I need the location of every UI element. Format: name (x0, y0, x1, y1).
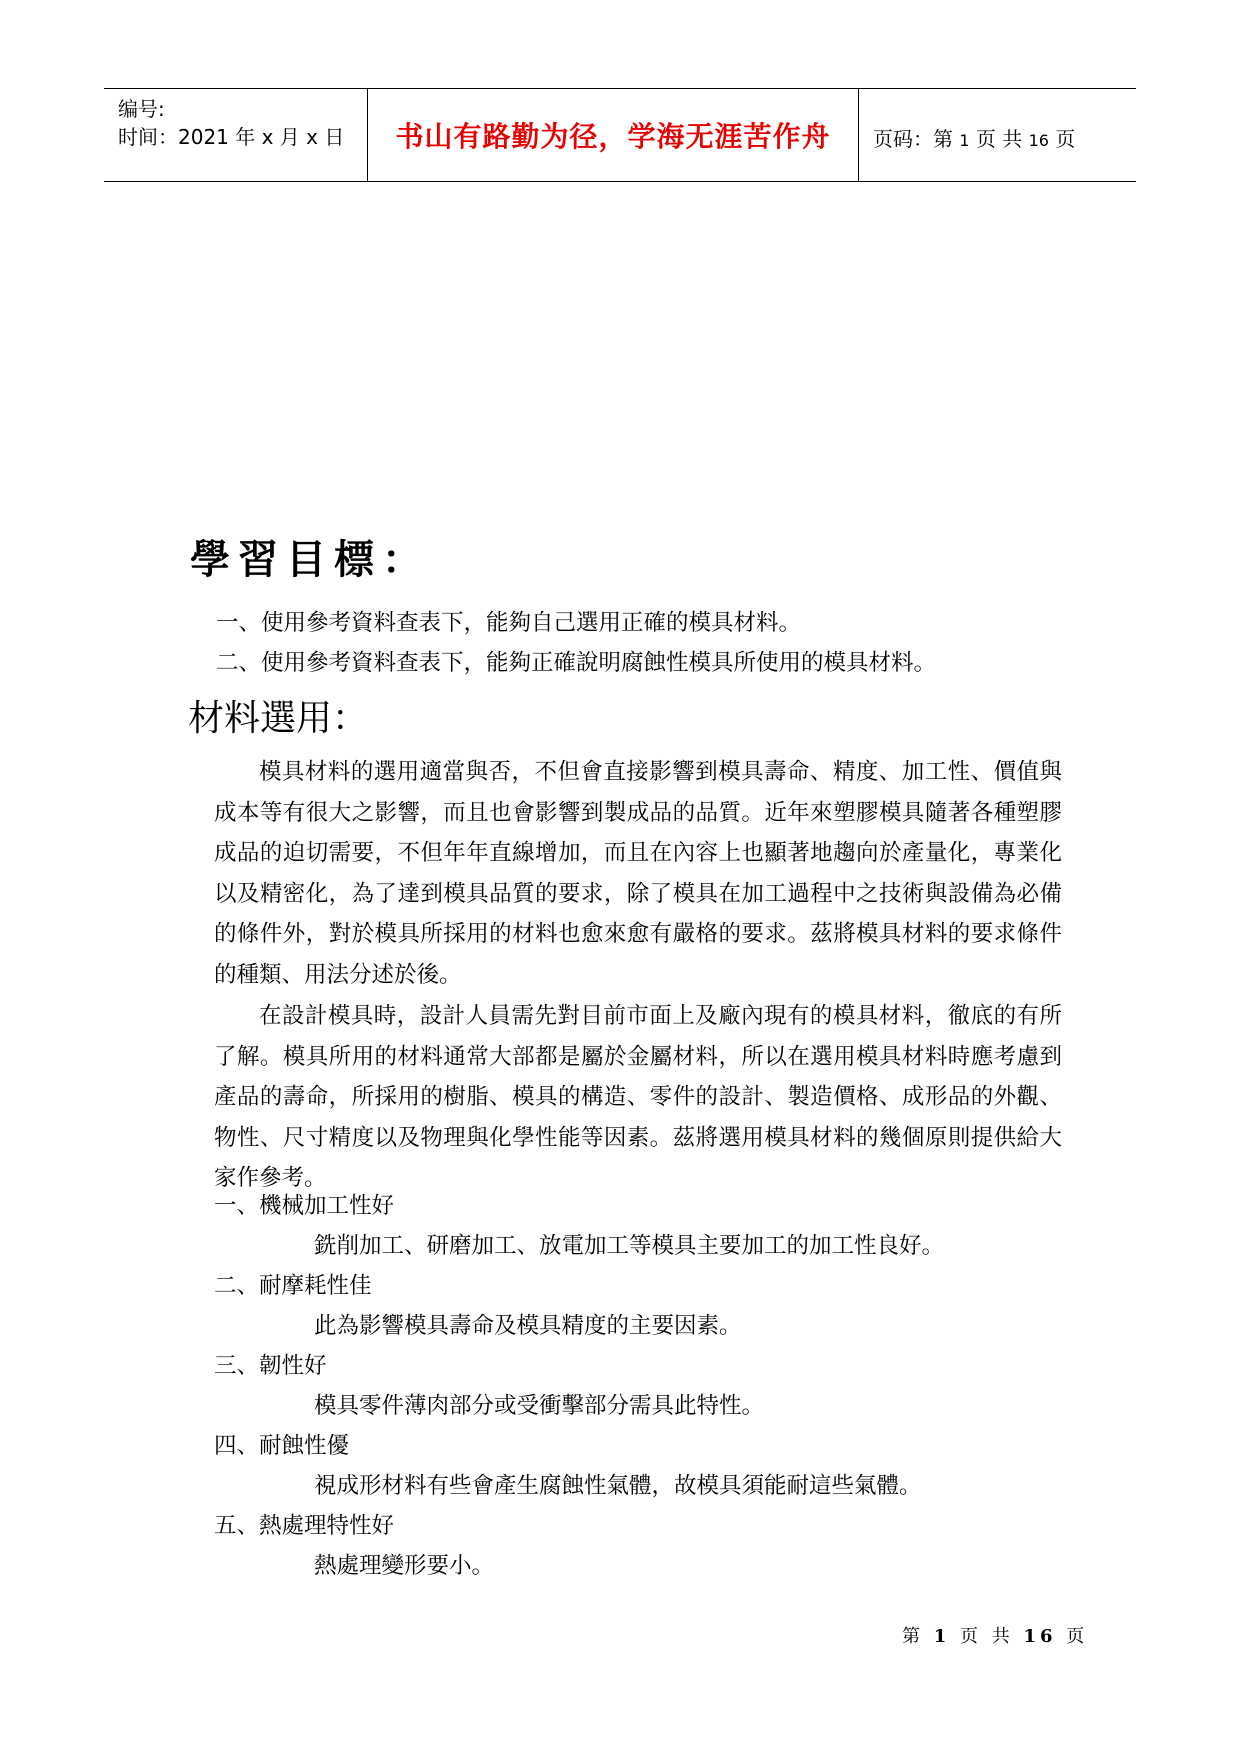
objective-item: 二、使用參考資料查表下，能夠正確說明腐蝕性模具所使用的模具材料。 (216, 650, 937, 676)
document-header (104, 88, 1136, 182)
footer-total-pages: 16 (1023, 1626, 1057, 1647)
page-footer (902, 1622, 1088, 1648)
principle-description: 視成形材料有些會產生腐蝕性氣體，故模具須能耐這些氣體。 (314, 1473, 922, 1499)
page-ref-total: 16 (1028, 131, 1049, 150)
selection-paragraph: 在設計模具時，設計人員需先對目前市面上及廠內現有的模具材料，徹底的有所了解。模具所用的材料通常大部都是屬於金屬材料，所以在選用模具材料時應考慮到產品的壽命，所採用的樹脂、模具的構造、零件的設計、製造價格、成形品的外觀、物性、尺寸精度以及物理與化學性能等因素。茲將選用模具材料的幾個原則提供給大家作參考。 (214, 1003, 1062, 1192)
document-time-label: 时间：2021 年 x 月 x 日 (118, 125, 345, 149)
principle-description: 銑削加工、研磨加工、放電加工等模具主要加工的加工性良好。 (314, 1233, 945, 1259)
footer-current-page: 1 (933, 1626, 951, 1647)
header-page-cell (859, 89, 1136, 181)
objective-item: 一、使用參考資料查表下，能夠自己選用正確的模具材料。 (216, 610, 802, 636)
selection-heading: 材料選用： (188, 698, 369, 739)
principle-description: 模具零件薄肉部分或受衝擊部分需具此特性。 (314, 1393, 765, 1419)
principle-title: 一、機械加工性好 (214, 1193, 395, 1219)
principle-title: 三、韌性好 (214, 1353, 327, 1379)
selection-paragraph: 模具材料的選用適當與否，不但會直接影響到模具壽命、精度、加工性、價值與成本等有很大之影響，而且也會影響到製成品的品質。近年來塑膠模具隨著各種塑膠成品的迫切需要，不但年年直線增加，而且在內容上也顯著地趨向於產量化，專業化以及精密化，為了達到模具品質的要求，除了模具在加工過程中之技術與設備為必備的條件外，對於模具所採用的材料也愈來愈有嚴格的要求。茲將模具材料的要求條件的種類、用法分述於後。 (214, 759, 1062, 988)
header-motto: 书山有路勤为径，学海无涯苦作舟 (395, 120, 831, 153)
principle-description: 此為影響模具壽命及模具精度的主要因素。 (314, 1313, 742, 1339)
header-meta-cell (104, 89, 368, 181)
page-ref-current: 1 (959, 131, 970, 150)
document-number-label: 编号: (118, 97, 165, 121)
principle-title: 四、耐蝕性優 (214, 1433, 350, 1459)
page-ref-prefix: 页码：第 (873, 127, 953, 151)
page-ref-suffix: 页 (1055, 127, 1076, 151)
principle-description: 熱處理變形要小。 (314, 1553, 495, 1579)
footer-middle: 页 共 (960, 1626, 1014, 1647)
principle-title: 二、耐摩耗性佳 (214, 1273, 372, 1299)
footer-suffix: 页 (1066, 1626, 1089, 1647)
objectives-heading: 學習目標： (190, 537, 430, 583)
header-page-reference (873, 123, 1075, 152)
page-ref-middle: 页 共 (975, 127, 1023, 151)
principle-title: 五、熱處理特性好 (214, 1513, 395, 1539)
header-motto-cell (368, 89, 859, 181)
footer-prefix: 第 (902, 1626, 924, 1647)
